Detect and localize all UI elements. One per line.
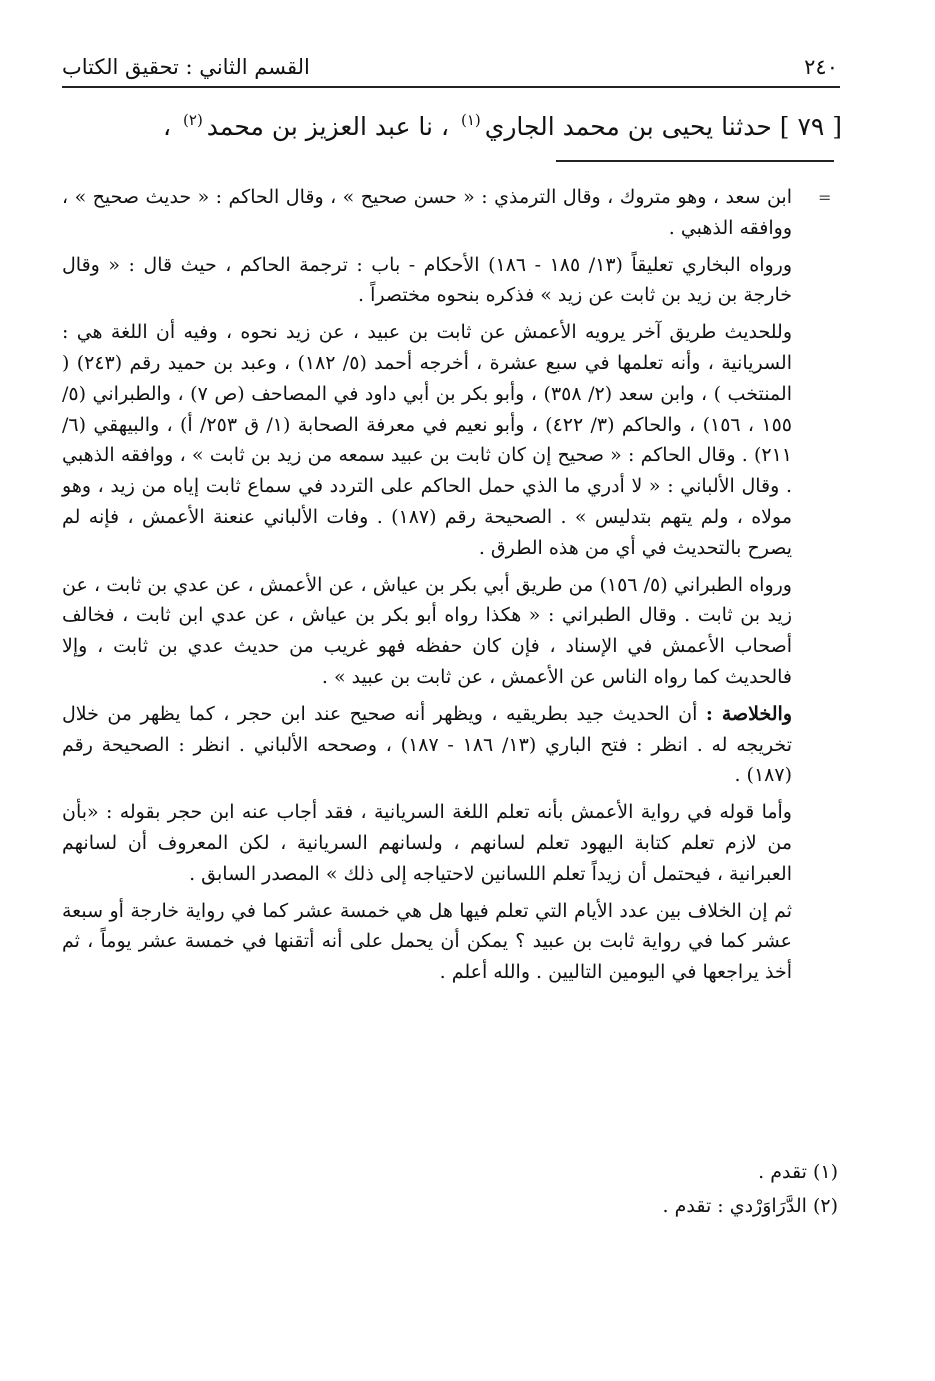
footnote-1 [62, 1155, 838, 1189]
footnote-ref-1: (١) [460, 111, 481, 129]
hadith-line [62, 96, 842, 151]
footnote-1-text: تقدم . [758, 1161, 807, 1183]
page-number: ٢٤٠ [804, 55, 838, 79]
hadith-text-part-2: ، نا عبد العزيز بن محمد [206, 112, 450, 141]
continuation-mark: = [818, 188, 832, 207]
summary-text: أن الحديث جيد بطريقيه ، ويظهر أنه صحيح عند ابن حجر ، كما يظهر من خلال تخريجه له . انظر : فتح الباري (١٣/ ١٨٦ - ١٨٧) ، وصححه الألباني . انظر : الصحيحة رقم (١٨٧) . [62, 702, 792, 787]
footnote-separator [556, 160, 834, 162]
commentary-paragraph-6: وأما قوله في رواية الأعمش بأنه تعلم اللغة السريانية ، فقد أجاب عنه ابن حجر بقوله : «بأن من لازم تعلم كتابة اليهود تعلم لسانهم ، ولسانهم السريانية ، لكن المعروف أن لسانهم العبرانية ، فيحتمل أن زيداً تعلم اللسانين لاحتياجه إلى ذلك » المصدر السابق . [62, 801, 792, 885]
footnote-ref-2: (٢) [183, 111, 203, 129]
footnotes [62, 1155, 838, 1223]
commentary-block [62, 182, 792, 988]
footnote-1-ref: (١) [812, 1161, 838, 1183]
footnote-2-ref: (٢) [812, 1195, 838, 1217]
commentary-paragraph-5 [62, 699, 792, 791]
footnote-2-text: الدَّرَاوَرْدي : تقدم . [662, 1195, 807, 1217]
commentary-paragraph-7: ثم إن الخلاف بين عدد الأيام التي تعلم فيها هل هي خمسة عشر كما في رواية خارجة أو سبعة عشر كما في رواية ثابت بن عبيد ؟ يمكن أن يحمل على أنه أتقنها في خمسة عشر يوماً ، ثم أخذ يراجعها في اليومين التاليين . والله أعلم . [62, 899, 792, 984]
commentary-paragraph-3: وللحديث طريق آخر يرويه الأعمش عن ثابت بن عبيد ، عن زيد نحوه ، وفيه أن اللغة هي : السريانية ، وأنه تعلمها في سبع عشرة ، أخرجه أحمد (٥/ ١٨٢) ، وعبد بن حميد رقم (٢٤٣) ( المنتخب ) ، وابن سعد (٢/ ٣٥٨) ، وأبو بكر بن أبي داود في المصاحف (ص ٧) ، والطبراني (٥/ ١٥٥ ، ١٥٦) ، والحاكم (٣/ ٤٢٢) ، وأبو نعيم في معرفة الصحابة (١/ ق ٢٥٣/ أ) ، والبيهقي (٦/ ٢١١) . وقال الحاكم : « صحيح إن كان ثابت بن عبيد سمعه من زيد بن ثابت » ، ووافقه الذهبي . وقال الألباني : « لا أدري ما الذي حمل الحاكم على التردد في سماع ثابت إياه من زيد ، وهو مولاه ، ولم يتهم بتدليس » . الصحيحة رقم (١٨٧) . وفات الألباني عنعنة الأعمش ، فإنه لم يصرح بالتحديث في أي من هذه الطرق . [62, 321, 792, 559]
page-header [62, 46, 838, 82]
header-divider [62, 86, 840, 88]
hadith-text-part-3: ، [162, 112, 172, 141]
commentary-paragraph-2: ورواه البخاري تعليقاً (١٣/ ١٨٥ - ١٨٦) الأحكام - باب : ترجمة الحاكم ، حيث قال : « وقال خارجة بن زيد بن ثابت عن زيد » فذكره بنحوه مختصراً . [62, 253, 792, 307]
commentary-paragraph-1: ابن سعد ، وهو متروك ، وقال الترمذي : « حسن صحيح » ، وقال الحاكم : « حديث صحيح » ، ووافقه الذهبي . [62, 186, 792, 239]
summary-label: والخلاصة : [705, 702, 793, 725]
hadith-text-part-1: حدثنا يحيى بن محمد الجاري [484, 112, 772, 141]
hadith-number: [ ٧٩ ] [779, 112, 842, 141]
commentary-paragraph-4: ورواه الطبراني (٥/ ١٥٦) من طريق أبي بكر بن عياش ، عن الأعمش ، عن عدي بن ثابت ، عن زيد بن ثابت . وقال الطبراني : « هكذا رواه أبو بكر بن عياش ، عن عدي ابن ثابت ، فخالف أصحاب الأعمش في الإسناد ، فإن كان حفظه فهو غريب من حديث عدي بن ثابت ، وإلا فالحديث كما رواه الناس عن الأعمش ، عن ثابت بن عبيد » . [62, 573, 792, 688]
section-title: القسم الثاني : تحقيق الكتاب [62, 55, 310, 79]
footnote-2 [62, 1189, 838, 1223]
